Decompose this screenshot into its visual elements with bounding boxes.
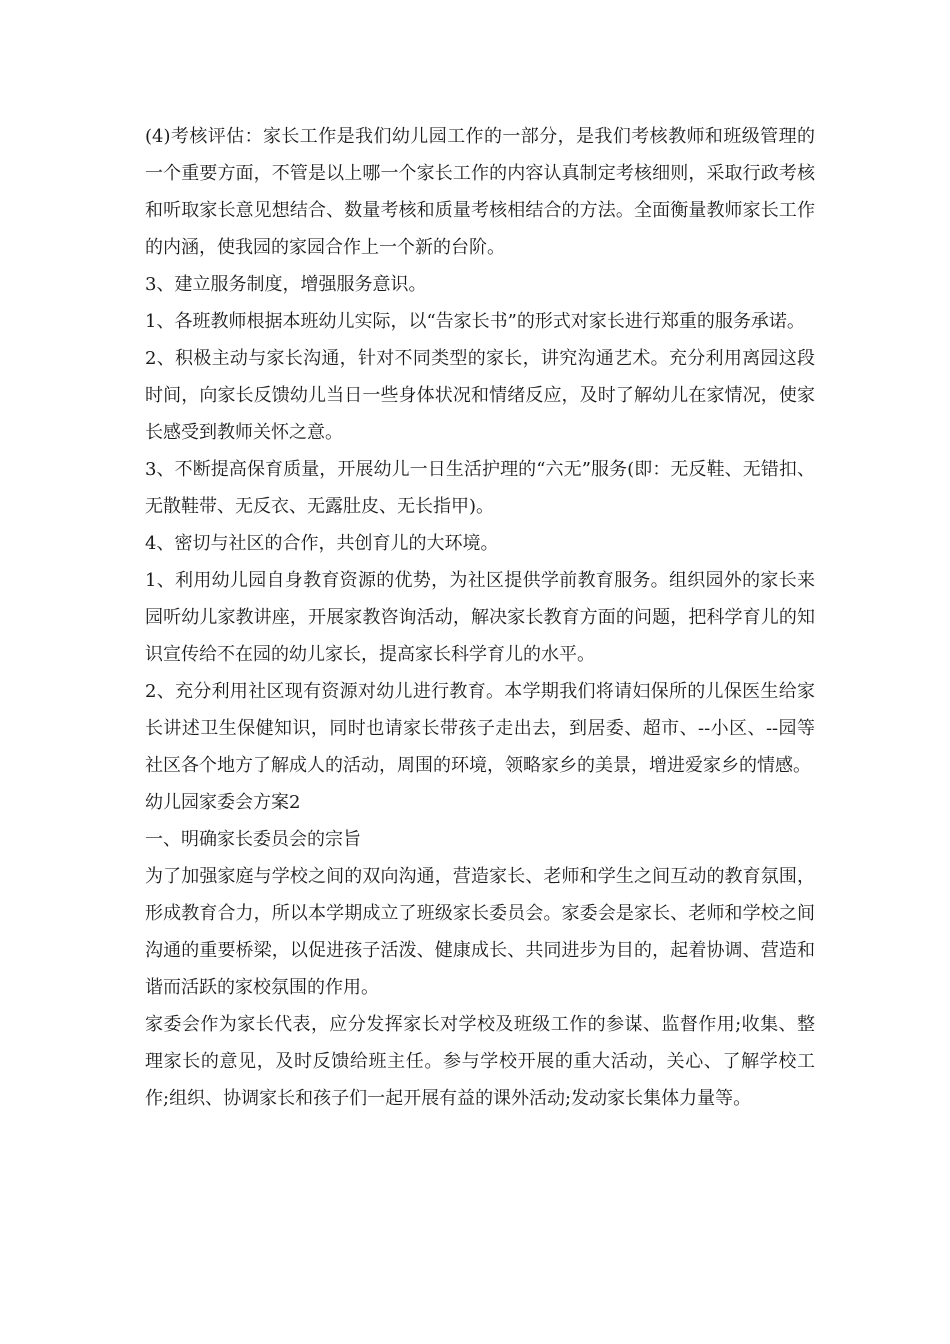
paragraph-assessment: (4)考核评估：家长工作是我们幼儿园工作的一部分，是我们考核教师和班级管理的一个重要方面，不管是以上哪一个家长工作的内容认真制定考核细则，采取行政考核和听取家长意见想结合、数量考核和质量考核相结合的方法。全面衡量教师家长工作的内涵，使我园的家园合作上一个新的台阶。 [145,126,815,258]
paragraph-parent-communication: 2、积极主动与家长沟通，针对不同类型的家长，讲究沟通艺术。充分利用离园这段时间，向家长反馈幼儿当日一些身体状况和情绪反应，及时了解幼儿在家情况，使家长感受到教师关怀之意。 [145,348,815,443]
paragraph-care-quality: 3、不断提高保育质量，开展幼儿一日生活护理的“六无”服务(即：无反鞋、无错扣、无散鞋带、无反衣、无露肚皮、无长指甲)。 [145,459,815,517]
heading-community-cooperation: 4、密切与社区的合作，共创育儿的大环境。 [145,533,499,554]
paragraph-community-education: 1、利用幼儿园自身教育资源的优势，为社区提供学前教育服务。组织园外的家长来园听幼儿家教讲座，开展家教咨询活动，解决家长教育方面的问题，把科学育儿的知识宣传给不在园的幼儿家长，提高家长科学育儿的水平。 [145,570,815,665]
paragraph-community-resources: 2、充分利用社区现有资源对幼儿进行教育。本学期我们将请妇保所的儿保医生给家长讲述卫生保健知识，同时也请家长带孩子走出去，到居委、超市、--小区、--园等社区各个地方了解成人的活动，周围的环境，领略家乡的美景，增进爱家乡的情感。 [145,681,815,776]
paragraph-committee-role: 家委会作为家长代表，应分发挥家长对学校及班级工作的参谋、监督作用;收集、整理家长的意见，及时反馈给班主任。参与学校开展的重大活动，关心、了解学校工作;组织、协调家长和孩子们一起开展有益的课外活动;发动家长集体力量等。 [145,1014,815,1109]
paragraph-committee-intro: 为了加强家庭与学校之间的双向沟通，营造家长、老师和学生之间互动的教育氛围，形成教育合力，所以本学期成立了班级家长委员会。家委会是家长、老师和学校之间沟通的重要桥梁，以促进孩子活泼、健康成长、共同进步为目的，起着协调、营造和谐而活跃的家校氛围的作用。 [145,866,815,998]
document-page [145,118,815,1117]
section-title-plan-2: 幼儿园家委会方案2 [145,792,301,813]
heading-committee-purpose: 一、明确家长委员会的宗旨 [145,829,361,850]
heading-service-system: 3、建立服务制度，增强服务意识。 [145,274,427,295]
paragraph-service-promise: 1、各班教师根据本班幼儿实际，以“告家长书”的形式对家长进行郑重的服务承诺。 [145,311,805,332]
